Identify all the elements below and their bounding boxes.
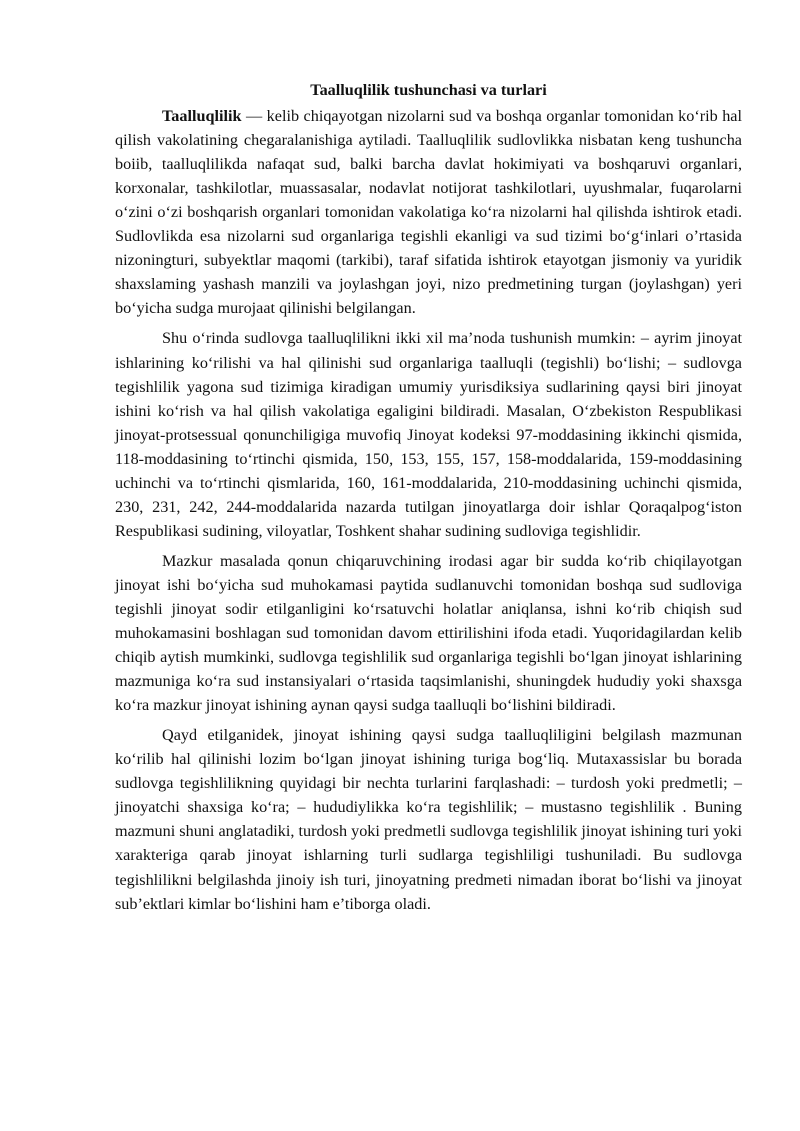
paragraph-2	[115, 326, 742, 542]
paragraph-4-text: Qayd etilganidek, jinoyat ishining qaysi sudga taalluqliligini belgilash mazmunan ko‘rilib hal qilinishi lozim bo‘lgan jinoyat ishining turiga bog‘liq. Mutaxassislar bu borada sudlovga tegishlilikning quyidagi bir nechta turlarini farqlashadi: – turdosh yoki predmetli; – jinoyatchi shaxsiga ko‘ra; – hududiylikka ko‘ra tegishlilik; – mustasno tegishlilik . Buning mazmuni shuni anglatadiki, turdosh yoki predmetli sudlovga tegishlilik jinoyat ishining turi yoki xarakteriga qarab jinoyat ishlarning turli sudlarga tegishliligi tushuniladi. Bu sudlovga tegishlilikni belgilashda jinoiy ish turi, jinoyatning predmeti nimadan iborat bo‘lishi va jinoyat sub’ektlari kimlar bo‘lishini ham e’tiborga oladi.	[115, 726, 742, 913]
document-page	[115, 78, 742, 922]
paragraph-1	[115, 104, 742, 320]
document-title: Taalluqlilik tushunchasi va turlari	[310, 81, 547, 99]
paragraph-lead-term: Taalluqlilik	[162, 107, 242, 126]
paragraph-3-text: Mazkur masalada qonun chiqaruvchining irodasi agar bir sudda ko‘rib chiqilayotgan jinoyat ishi bo‘yicha sud muhokamasi paytida sudlanuvchi tomonidan boshqa sud sudloviga tegishli jinoyat sodir etilganligini ko‘rsatuvchi holatlar aniqlansa, ishni ko‘rib chiqish sud muhokamasini boshlagan sud tomonidan davom ettirilishini ifoda etadi. Yuqoridagilardan kelib chiqib aytish mumkinki, sudlovga tegishlilik sud organlariga tegishli bo‘lgan jinoyat ishlarining mazmuniga ko‘ra sud instansiyalari o‘rtasida taqsimlanishi, shuningdek hududiy yoki shaxsga ko‘ra mazkur jinoyat ishining aynan qaysi sudga taalluqli bo‘lishini bildiradi.	[115, 551, 742, 715]
paragraph-4	[115, 723, 742, 915]
paragraph-1-text: — kelib chiqayotgan nizolarnі sud va boshqa organlar tomonidan ko‘rib hal qilish vakolatining chegaralanishiga aytiladi. Taalluqlilik sudlovlikka nisbatan keng tushuncha boiib, taalluqlilikda nafaqat sud, balki barcha davlat hokimiyati va boshqaruvi organlari, korxonalar, tashkilotlar, muassasalar, nodavlat notijorat tashkilotlari, uyushmalar, fuqarolarni o‘zini o‘zi boshqarish organlari tomonidan vakolatiga ko‘ra nizolarni hal qilishda ishtirok etadi. Sudlovlikda esa nizolarni sud organlariga tegishli ekanligi va sud tizimi bo‘g‘inlari o’rtasida nizoningturi, subyektlar maqomi (tarkibi), taraf sifatida ishtirok etayotgan jismoniy va yuridik shaxslaming yashash manzili va joylashgan joyi, nizo predmetining turgan (joylashgan) yeri bo‘yicha sudga murojaat qilinishi belgilangan.	[115, 107, 742, 318]
paragraph-3	[115, 549, 742, 717]
paragraph-2-text: Shu o‘rinda sudlovga taalluqlilikni ikki xil ma’noda tushunish mumkin: – ayrim jinoyat ishlarining ko‘rilishi va hal qilinishi sud organlariga taalluqli (tegishli) bo‘lishi; – sudlovga tegishlilik yagona sud tizimiga kiradigan umumiy yurisdiksiya sudlarining qaysi biri jinoyat ishini ko‘rish va hal qilish vakolatiga egaligini bildiradi. Masalan, O‘zbekiston Respublikasi jinoyat-protsessual qonunchiligiga muvofiq Jinoyat kodeksi 97-moddasining ikkinchi qismida, 118-moddasining to‘rtinchi qismida, 150, 153, 155, 157, 158-moddalarida, 159-moddasining uchinchi va to‘rtinchi qismlarida, 160, 161-moddalarida, 210-moddasining uchinchi qismida, 230, 231, 242, 244-moddalarida nazarda tutilgan jinoyatlarga doir ishlar Qoraqalpog‘iston Respublikasi sudining, viloyatlar, Toshkent shahar sudining sudloviga tegishlidir.	[115, 329, 742, 540]
